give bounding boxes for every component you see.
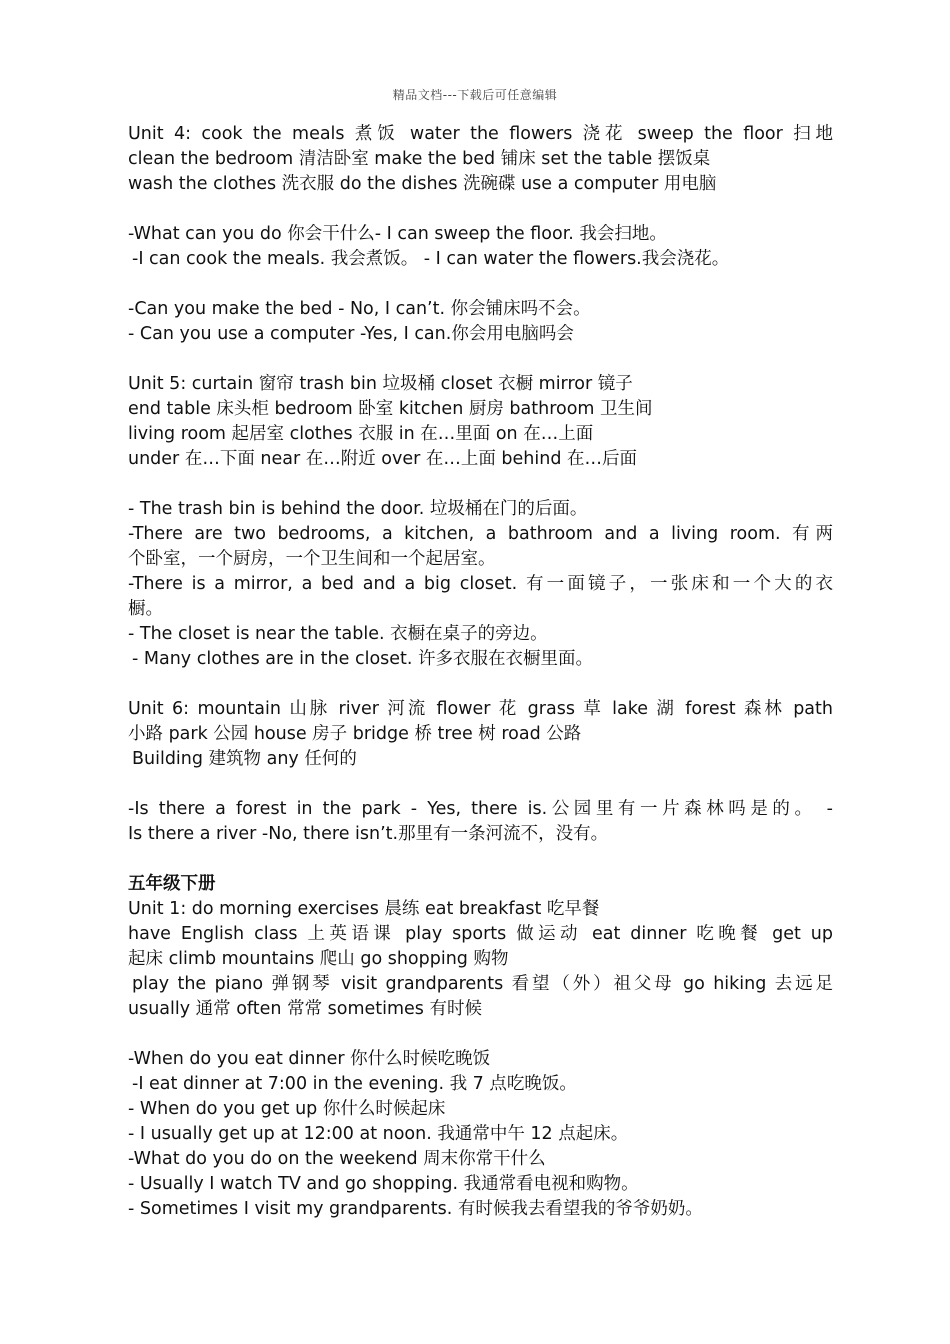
blank-line [128, 847, 833, 872]
text-line: -I can cook the meals. 我会煮饭。 - I can water the flowers.我会浇花。 [132, 249, 730, 269]
text-line: Unit 5: curtain 窗帘 trash bin 垃圾桶 closet 衣橱 mirror 镜子 [128, 374, 633, 394]
blank-line [128, 197, 833, 222]
text-line: clean the bedroom 清洁卧室 make the bed 铺床 set the table 摆饭桌 [128, 149, 711, 169]
text-line: -What can you do 你会干什么- I can sweep the floor. 我会扫地。 [128, 224, 667, 244]
text-line: Unit 6: mountain 山脉 river 河流 flower 花 grass 草 lake 湖 forest 森林 path [128, 699, 833, 719]
blank-line [128, 1022, 833, 1047]
text-line: have English class 上英语课 play sports 做运动 eat dinner 吃晚餐 get up [128, 924, 833, 944]
text-line: -There is a mirror, a bed and a big closet. 有一面镜子，一张床和一个大的衣 [128, 574, 833, 594]
text-line: - When do you get up 你什么时候起床 [128, 1099, 446, 1119]
text-line: -I eat dinner at 7:00 in the evening. 我 7 点吃晚饭。 [132, 1074, 577, 1094]
page-header: 精品文档---下载后可任意编辑 [392, 88, 558, 102]
text-line: -Can you make the bed - No, I can’t. 你会铺床吗不会。 [128, 299, 591, 319]
text-line: - Many clothes are in the closet. 许多衣服在衣橱里面。 [132, 649, 594, 669]
text-line: 起床 climb mountains 爬山 go shopping 购物 [128, 949, 509, 969]
text-line: 个卧室，一个厨房，一个卫生间和一个起居室。 [128, 549, 496, 569]
text-line: - The trash bin is behind the door. 垃圾桶在门的后面。 [128, 499, 588, 519]
text-line: - The closet is near the table. 衣橱在桌子的旁边。 [128, 624, 548, 644]
blank-line [128, 347, 833, 372]
text-line: -When do you eat dinner 你什么时候吃晚饭 [128, 1049, 491, 1069]
text-line: Unit 4: cook the meals 煮饭 water the flowers 浇花 sweep the floor 扫地 [128, 124, 833, 144]
text-line: - Sometimes I visit my grandparents. 有时候我去看望我的爷爷奶奶。 [128, 1199, 703, 1219]
text-line: - Can you use a computer -Yes, I can.你会用电脑吗会 [128, 324, 574, 344]
blank-line [128, 472, 833, 497]
text-line: play the piano 弹钢琴 visit grandparents 看望（外）祖父母 go hiking 去远足 [132, 974, 833, 994]
blank-line [128, 272, 833, 297]
text-line: -Is there a forest in the park - Yes, there is.公园里有一片森林吗是的。 - [128, 799, 833, 819]
text-line: living room 起居室 clothes 衣服 in 在…里面 on 在…上面 [128, 424, 594, 444]
blank-line [128, 772, 833, 797]
text-line: 橱。 [128, 599, 163, 619]
document-body [128, 122, 833, 1222]
text-line: -What do you do on the weekend 周末你常干什么 [128, 1149, 546, 1169]
text-line: end table 床头柜 bedroom 卧室 kitchen 厨房 bathroom 卫生间 [128, 399, 653, 419]
blank-line [128, 672, 833, 697]
text-line: wash the clothes 洗衣服 do the dishes 洗碗碟 use a computer 用电脑 [128, 174, 717, 194]
text-line: Unit 1: do morning exercises 晨练 eat breakfast 吃早餐 [128, 899, 600, 919]
text-line: 小路 park 公园 house 房子 bridge 桥 tree 树 road 公路 [128, 724, 582, 744]
text-line: Building 建筑物 any 任何的 [132, 749, 357, 769]
text-line: Is there a river -No, there isn’t.那里有一条河流不，没有。 [128, 824, 609, 844]
text-line: - I usually get up at 12:00 at noon. 我通常中午 12 点起床。 [128, 1124, 629, 1144]
text-line: under 在…下面 near 在…附近 over 在…上面 behind 在…后面 [128, 449, 638, 469]
text-line: - Usually I watch TV and go shopping. 我通常看电视和购物。 [128, 1174, 639, 1194]
text-line: 五年级下册 [128, 874, 216, 894]
text-line: -There are two bedrooms, a kitchen, a bathroom and a living room. 有两 [128, 524, 833, 544]
text-line: usually 通常 often 常常 sometimes 有时候 [128, 999, 482, 1019]
